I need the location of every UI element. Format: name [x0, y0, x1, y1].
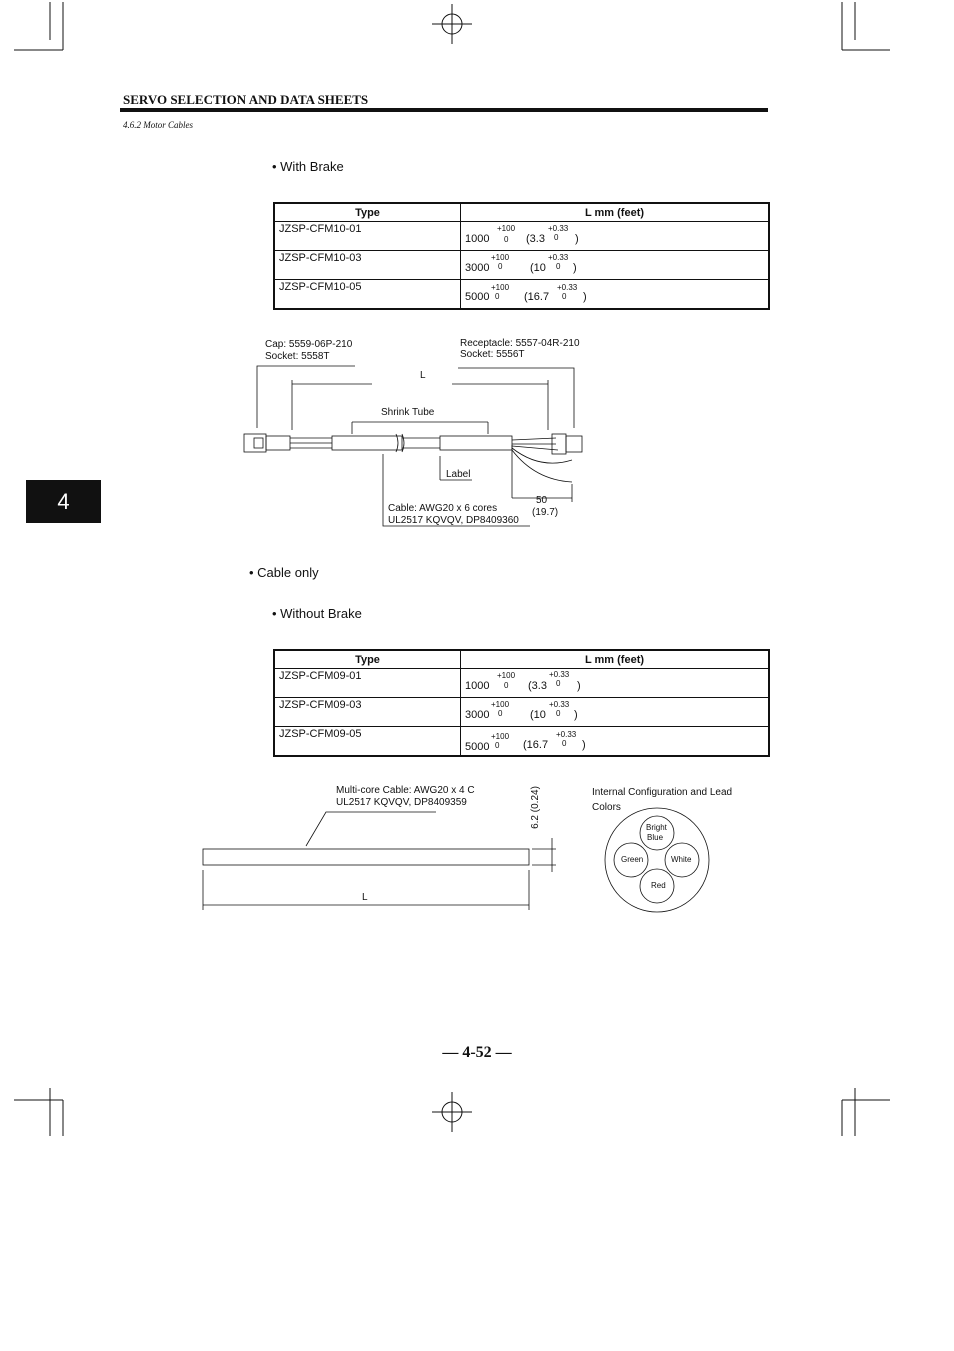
- type-cell: JZSP-CFM10-03: [274, 251, 461, 280]
- lead-white: White: [671, 855, 692, 864]
- type-cell: JZSP-CFM10-05: [274, 280, 461, 310]
- receptacle-label: Receptacle: 5557-04R-210: [460, 338, 580, 349]
- length-ft: (3.3: [528, 680, 547, 692]
- table-row: [274, 669, 769, 698]
- ft-tol-lower: 0: [554, 233, 559, 242]
- ft-close: ): [573, 262, 577, 274]
- length-cell: [461, 727, 770, 757]
- length-dimension-label: L: [420, 370, 426, 381]
- header-rule: [120, 108, 768, 112]
- ft-tol-upper: +0.33: [557, 283, 578, 292]
- col-header-type: Type: [274, 203, 461, 222]
- length-ft: (3.3: [526, 233, 545, 245]
- cable-spec-line2: UL2517 KQVQV, DP8409360: [388, 515, 519, 526]
- type-cell: JZSP-CFM09-03: [274, 698, 461, 727]
- mm-tol-lower: 0: [504, 235, 509, 244]
- ft-tol-upper: +0.33: [549, 670, 570, 679]
- length-ft: (10: [530, 262, 546, 274]
- col-header-length: L mm (feet): [461, 203, 770, 222]
- config-title-line1: Internal Configuration and Lead: [592, 787, 733, 798]
- length-mm: 1000: [465, 680, 490, 692]
- table-row: [274, 727, 769, 757]
- ft-tol-lower: 0: [562, 739, 567, 748]
- subsection-title: 4.6.2 Motor Cables: [123, 120, 194, 130]
- config-title-line2: Colors: [592, 802, 621, 813]
- with-brake-label: • With Brake: [272, 159, 344, 174]
- lead-bright: Bright: [646, 823, 667, 832]
- table-row: [274, 698, 769, 727]
- type-cell: JZSP-CFM09-01: [274, 669, 461, 698]
- chapter-tab: 4: [26, 480, 101, 523]
- cable-only-label: • Cable only: [249, 565, 319, 580]
- mm-tol-upper: +100: [497, 671, 516, 680]
- table-row: [274, 251, 769, 280]
- without-brake-label: • Without Brake: [272, 606, 362, 621]
- length-ft: (10: [530, 709, 546, 721]
- col-header-length: L mm (feet): [461, 650, 770, 669]
- length-mm: 1000: [465, 233, 490, 245]
- length-cell: [461, 280, 770, 310]
- length-mm: 5000: [465, 291, 490, 303]
- length-ft: (16.7: [523, 739, 549, 751]
- length-cell: [461, 669, 770, 698]
- mm-tol-upper: +100: [497, 224, 516, 233]
- table-header-row: [274, 203, 769, 222]
- multicore-cable-line2: UL2517 KQVQV, DP8409359: [336, 797, 467, 808]
- ft-close: ): [574, 709, 578, 721]
- without-brake-table: [273, 649, 770, 757]
- mm-tol-lower: 0: [495, 741, 500, 750]
- cable-diameter: 6.2 (0.24): [529, 786, 541, 829]
- dimension-mm: 50: [536, 495, 548, 506]
- cable-length-label: L: [362, 892, 368, 903]
- ft-tol-lower: 0: [562, 292, 567, 301]
- length-mm: 3000: [465, 709, 490, 721]
- ft-tol-upper: +0.33: [548, 253, 569, 262]
- receptacle-socket-label: Socket: 5556T: [460, 349, 525, 360]
- mm-tol-lower: 0: [504, 681, 509, 690]
- type-cell: JZSP-CFM09-05: [274, 727, 461, 757]
- mm-tol-upper: +100: [491, 732, 510, 741]
- length-cell: [461, 222, 770, 251]
- lead-blue: Blue: [647, 833, 664, 842]
- table-row: [274, 222, 769, 251]
- mm-tol-upper: +100: [491, 700, 510, 709]
- mm-tol-upper: +100: [491, 253, 510, 262]
- mm-tol-lower: 0: [495, 292, 500, 301]
- ft-tol-lower: 0: [556, 262, 561, 271]
- ft-close: ): [577, 680, 581, 692]
- length-mm: 3000: [465, 262, 490, 274]
- page-header-title: SERVO SELECTION AND DATA SHEETS: [123, 92, 369, 107]
- length-ft: (16.7: [524, 291, 550, 303]
- ft-tol-upper: +0.33: [548, 224, 569, 233]
- ft-close: ): [582, 739, 586, 751]
- ft-tol-upper: +0.33: [556, 730, 577, 739]
- mm-tol-lower: 0: [498, 709, 503, 718]
- ft-tol-lower: 0: [556, 709, 561, 718]
- ft-tol-lower: 0: [556, 679, 561, 688]
- length-mm: 5000: [465, 741, 490, 753]
- length-cell: [461, 698, 770, 727]
- length-cell: [461, 251, 770, 280]
- cap-socket-label: Socket: 5558T: [265, 351, 330, 362]
- page-number: — 4-52 —: [442, 1044, 512, 1061]
- label-tag: Label: [446, 469, 471, 480]
- mm-tol-lower: 0: [498, 262, 503, 271]
- col-header-type: Type: [274, 650, 461, 669]
- with-brake-table: [273, 202, 770, 310]
- multicore-cable-line1: Multi-core Cable: AWG20 x 4 C: [336, 785, 475, 796]
- lead-green: Green: [621, 855, 644, 864]
- table-row: [274, 280, 769, 310]
- cap-label: Cap: 5559-06P-210: [265, 339, 353, 350]
- ft-close: ): [583, 291, 587, 303]
- shrink-tube-label: Shrink Tube: [381, 407, 435, 418]
- mm-tol-upper: +100: [491, 283, 510, 292]
- cable-spec-line1: Cable: AWG20 x 6 cores: [388, 503, 498, 514]
- table-header-row: [274, 650, 769, 669]
- lead-red: Red: [651, 881, 666, 890]
- ft-tol-upper: +0.33: [549, 700, 570, 709]
- dimension-inch: (19.7): [532, 507, 559, 518]
- type-cell: JZSP-CFM10-01: [274, 222, 461, 251]
- ft-close: ): [575, 233, 579, 245]
